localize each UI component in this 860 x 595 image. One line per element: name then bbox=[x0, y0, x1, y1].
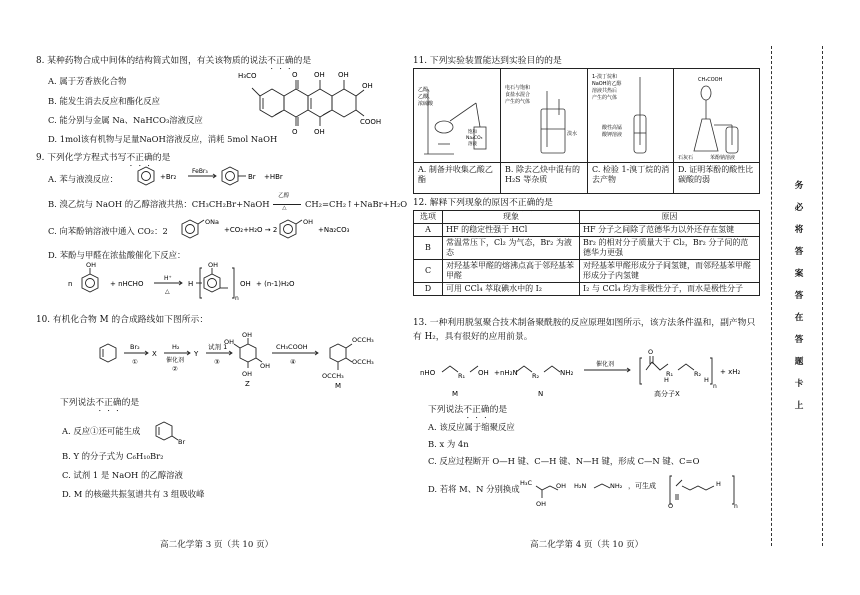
q8-oh-label-3: OH bbox=[314, 128, 325, 136]
q9-d-oh-2: OH bbox=[208, 262, 219, 269]
q13-d-tail: ，可生成 bbox=[628, 482, 656, 490]
q10-a-structure bbox=[150, 416, 196, 446]
q13-stem-line2: 有 H₂，具有很好的应用前景。 bbox=[413, 332, 533, 342]
table-row bbox=[414, 260, 760, 283]
footer-right: 高二化学第 4 页（共 10 页） bbox=[530, 540, 644, 550]
q13-xh2: + xH₂ bbox=[720, 368, 741, 376]
q11-stem: 11. 下列实验装置能达到实验目的的是 bbox=[413, 56, 562, 66]
q10-z-oh-3: OH bbox=[260, 362, 271, 370]
q9-a-hbr: +HBr bbox=[264, 173, 283, 181]
q11-b-l1: 食盐水混合 bbox=[505, 92, 531, 98]
q8-option-b: B. 能发生消去反应和酯化反应 bbox=[48, 96, 160, 106]
q11-a-l1: 乙酸、 bbox=[418, 94, 434, 100]
q13-n2: nH₂N bbox=[500, 369, 518, 377]
q11-a-l3: 饱和 bbox=[468, 130, 477, 135]
q9-option-d: D. 苯酚与甲醛在浓盐酸催化下反应： bbox=[48, 250, 186, 260]
q8-oh-label-4: OH bbox=[362, 82, 373, 90]
q9-c-oh: OH bbox=[303, 218, 314, 226]
q13-d-poly-n: n bbox=[734, 503, 738, 510]
q11-d-l0: CH₃COOH bbox=[698, 77, 723, 83]
q9-d-hcho: + nHCHO bbox=[110, 280, 144, 288]
q13-d-oh-2: OH bbox=[556, 482, 567, 490]
q13-sub: 下列说法不正确的是 bbox=[428, 405, 508, 415]
q11-a-l2: 浓硫酸 bbox=[418, 101, 434, 107]
q11-b-apparatus bbox=[501, 69, 587, 162]
q10-z: Z bbox=[245, 380, 250, 388]
q12-row-c-phenomenon: 对羟基苯甲醛的熔沸点高于邻羟基苯甲醛 bbox=[443, 260, 580, 283]
q13-option-c: C. 反应过程断开 O—H 键、C—H 键、N—H 键，形成 C—N 键、C=O bbox=[428, 456, 700, 466]
q9-option-a: A. 苯与液溴反应： bbox=[48, 174, 118, 184]
side-notice-char: 题 bbox=[794, 357, 804, 367]
q11-c-l4: 酸性高锰 bbox=[602, 125, 623, 131]
q13-nh2: NH₂ bbox=[560, 369, 574, 377]
q13-option-a: A. 该反应属于缩聚反应 bbox=[428, 422, 515, 432]
q9-c-equation bbox=[178, 216, 368, 242]
q11-d-l1: 石灰石 bbox=[678, 155, 694, 161]
table-row bbox=[414, 224, 760, 237]
q13-label-m: M bbox=[452, 390, 459, 398]
q10-option-b: B. Y 的分子式为 C₆H₁₀Br₂ bbox=[62, 451, 164, 461]
q8-structure bbox=[238, 66, 388, 154]
q12-row-d-reason: I₂ 与 CCl₄ 均为非极性分子，而水是极性分子 bbox=[580, 283, 760, 296]
q13-scheme bbox=[420, 346, 760, 406]
cut-line-left bbox=[771, 46, 772, 546]
q12-row-a-option: A bbox=[414, 224, 443, 237]
q10-m-occh3-3: OCCH₃ bbox=[322, 372, 344, 380]
q9-d-end: + (n-1)H₂O bbox=[256, 280, 295, 288]
q11-c-apparatus bbox=[588, 69, 674, 162]
q13-r2: R₂ bbox=[532, 372, 540, 380]
q9-d-h: H bbox=[188, 280, 194, 288]
q9-a-br2: +Br₂ bbox=[160, 173, 177, 181]
side-notice bbox=[791, 175, 807, 417]
q12-row-b-reason: Br₂ 的相对分子质量大于 Cl₂，Br₂ 分子间的范德华力更强 bbox=[580, 237, 760, 260]
q10-m-occh3-1: OCCH₃ bbox=[352, 336, 374, 344]
q13-label-polymer: 高分子X bbox=[654, 390, 680, 398]
side-notice-char: 答 bbox=[794, 335, 804, 345]
side-notice-char: 卡 bbox=[794, 379, 804, 389]
q12-row-d-option: D bbox=[414, 283, 443, 296]
q11-a-l0: 乙醇、 bbox=[418, 87, 434, 93]
q13-stem-line1: 13. 一种利用脱氢聚合技术制备聚酰胺的反应原理如图所示，该方法条件温和，副产物只 bbox=[413, 318, 756, 328]
q10-z-oh-1: OH bbox=[242, 331, 253, 339]
q13-n1: nHO bbox=[420, 369, 436, 377]
q10-br2: Br₂ bbox=[130, 343, 140, 351]
q11-b-caption: B. 除去乙炔中混有的H₂S 等杂质 bbox=[505, 165, 580, 185]
table-row bbox=[414, 237, 760, 260]
q11-a-caption: A. 制备并收集乙酸乙酯 bbox=[418, 165, 493, 185]
q8-stem: 8. 某种药物合成中间体的结构简式如图，有关该物质的说法不正确的是 bbox=[36, 56, 312, 66]
q11-d-apparatus bbox=[674, 69, 759, 162]
side-notice-char: 答 bbox=[794, 247, 804, 257]
q9-option-c: C. 向苯酚钠溶液中通入 CO₂：2 bbox=[48, 226, 168, 236]
q10-step3: ③ bbox=[214, 358, 220, 366]
q10-scheme bbox=[90, 330, 400, 392]
q10-a-br: Br bbox=[178, 438, 186, 446]
q11-a-l5: 溶液 bbox=[468, 142, 477, 147]
q10-step4: ④ bbox=[290, 358, 296, 366]
q9-d-equation bbox=[62, 262, 312, 302]
q9-a-cat: FeBr₃ bbox=[192, 168, 208, 175]
q10-sub: 下列说法不正确的是 bbox=[60, 398, 140, 408]
q12-header-reason: 原因 bbox=[580, 211, 760, 224]
q11-c-l3: 产生的气体 bbox=[592, 95, 618, 101]
q10-stem: 10. 有机化合物 M 的合成路线如下图所示： bbox=[36, 315, 209, 325]
q11-c-l0: 1-溴丁烷和 bbox=[592, 74, 617, 80]
q12-row-c-option: C bbox=[414, 260, 443, 283]
q11-b-l2: 产生的气体 bbox=[505, 99, 531, 105]
q9-d-cond1: H⁺ bbox=[164, 275, 172, 282]
q13-d-poly-h: H bbox=[716, 480, 721, 488]
q9-d-oh-1: OH bbox=[86, 262, 97, 269]
q8-o-bottom-label: O bbox=[292, 128, 298, 136]
q12-header-phenomenon: 现象 bbox=[443, 211, 580, 224]
q9-b-cond2: △ bbox=[282, 205, 287, 211]
footer-left: 高二化学第 3 页（共 10 页） bbox=[160, 540, 274, 550]
q8-option-c: C. 能分别与金属 Na、NaHCO₃溶液反应 bbox=[48, 115, 203, 125]
q9-b-cond1: 乙醇 bbox=[278, 193, 290, 199]
q11-b-l3: 溴水 bbox=[567, 131, 578, 137]
q9-d-oh-3: OH bbox=[240, 280, 251, 288]
side-notice-char: 在 bbox=[794, 313, 804, 323]
q11-d-caption: D. 证明苯酚的酸性比碳酸的弱 bbox=[678, 165, 754, 185]
q10-ch3cooh: CH₃COOH bbox=[276, 343, 308, 351]
q13-d-h3c: H₃C bbox=[520, 479, 533, 487]
q13-d-nh2: NH₂ bbox=[610, 482, 623, 490]
q9-d-cond2: △ bbox=[165, 288, 170, 295]
q13-d-o: O bbox=[668, 502, 674, 510]
q12-header-option: 选项 bbox=[414, 211, 443, 224]
q13-poly-h2: H bbox=[704, 376, 709, 384]
side-notice-char: 答 bbox=[794, 291, 804, 301]
q10-step1: ① bbox=[132, 358, 138, 366]
q11-c-l2: 溶液共热后 bbox=[592, 88, 618, 94]
q13-d-h2n: H₂N bbox=[574, 482, 587, 490]
side-notice-char: 必 bbox=[794, 203, 804, 213]
side-notice-char: 上 bbox=[794, 401, 804, 411]
q10-h2: H₂ bbox=[172, 343, 180, 351]
q8-cooh-label: COOH bbox=[360, 118, 382, 126]
q12-row-a-phenomenon: HF 的稳定性强于 HCl bbox=[443, 224, 580, 237]
q12-row-b-option: B bbox=[414, 237, 443, 260]
q12-row-d-phenomenon: 可用 CCl₄ 萃取碘水中的 I₂ bbox=[443, 283, 580, 296]
q13-poly-n: n bbox=[713, 383, 717, 390]
q13-oh: OH bbox=[478, 369, 489, 377]
q10-z-oh-2: OH bbox=[224, 338, 235, 346]
q8-oh-label-2: OH bbox=[338, 71, 349, 79]
q11-a-apparatus bbox=[414, 69, 500, 162]
q12-stem: 12. 解释下列现象的原因不正确的是 bbox=[413, 198, 553, 208]
q10-x: X bbox=[152, 350, 157, 358]
q10-m-occh3-2: OCCH₃ bbox=[352, 358, 374, 366]
q11-a-l4: Na₂CO₃ bbox=[466, 136, 483, 141]
q9-stem: 9. 下列化学方程式书写不正确的是 bbox=[36, 153, 171, 163]
q11-c-l1: NaOH的乙醇 bbox=[592, 81, 622, 87]
q9-a-br: Br bbox=[248, 173, 256, 181]
q13-plus: + bbox=[494, 369, 500, 377]
side-notice-char: 将 bbox=[794, 225, 804, 235]
q10-cat: 催化剂 bbox=[166, 357, 185, 364]
q13-o: O bbox=[648, 348, 654, 356]
q8-option-d: D. 1mol该有机物与足量NaOH溶液反应，消耗 5mol NaOH bbox=[48, 134, 278, 144]
q9-option-b: B. 溴乙烷与 NaOH 的乙醇溶液共热：CH₃CH₂Br+NaOH 乙醇 △ CH₂=CH₂↑+NaBr+H₂O bbox=[48, 193, 408, 211]
q9-d-sub-n: n bbox=[235, 295, 239, 302]
q10-option-c: C. 试剂 1 是 NaOH 的乙醇溶液 bbox=[62, 470, 183, 480]
q9-a-equation bbox=[130, 164, 290, 190]
side-notice-char: 务 bbox=[794, 181, 804, 191]
q9-c-mid: +CO₂+H₂O → 2 bbox=[224, 226, 278, 234]
q13-cat: 催化剂 bbox=[596, 361, 615, 368]
q13-option-d: D. 若将 M、N 分别换成 bbox=[428, 484, 520, 494]
q12-row-c-reason: 对羟基苯甲醛形成分子间氢键，而邻羟基苯甲醛形成分子内氢键 bbox=[580, 260, 760, 283]
q8-h3co-label: H₃CO bbox=[238, 72, 257, 80]
q13-d-structures bbox=[520, 472, 760, 512]
q13-poly-r1: R₁ bbox=[666, 370, 674, 378]
side-notice-char: 案 bbox=[794, 269, 804, 279]
q8-oh-label-1: OH bbox=[314, 71, 325, 79]
q8-o-top-label: O bbox=[292, 71, 298, 79]
table-row bbox=[414, 283, 760, 296]
q10-option-a: A. 反应①还可能生成 bbox=[62, 426, 141, 436]
q10-step2: ② bbox=[172, 365, 178, 373]
q13-poly-r2: R₂ bbox=[694, 370, 702, 378]
q13-option-b: B. x 为 4n bbox=[428, 439, 469, 449]
q9-c-end: +Na₂CO₃ bbox=[318, 226, 350, 234]
q10-option-d: D. M 的核磁共振氢谱共有 3 组吸收峰 bbox=[62, 489, 205, 499]
q11-c-caption: C. 检验 1-溴丁烷的消去产物 bbox=[592, 165, 670, 185]
q13-label-n: N bbox=[538, 390, 544, 398]
q10-reag: 试剂 1 bbox=[208, 343, 228, 351]
q12-table bbox=[413, 210, 760, 296]
q10-y: Y bbox=[194, 350, 199, 358]
q13-d-oh: OH bbox=[536, 500, 547, 508]
q13-poly-h1: H bbox=[664, 376, 669, 384]
q8-option-a: A. 属于芳香族化合物 bbox=[48, 76, 127, 86]
q12-row-a-reason: HF 分子之间除了范德华力以外还存在氢键 bbox=[580, 224, 760, 237]
q9-c-ona: ONa bbox=[205, 218, 219, 226]
q10-m: M bbox=[335, 382, 342, 390]
q9-d-n: n bbox=[68, 280, 73, 288]
q12-row-b-phenomenon: 常温常压下，Cl₂ 为气态，Br₂ 为液态 bbox=[443, 237, 580, 260]
table-header-row bbox=[414, 211, 760, 224]
q11-d-l2: 苯酚钠溶液 bbox=[710, 155, 736, 161]
q13-r1: R₁ bbox=[458, 372, 466, 380]
q11-figure-grid bbox=[413, 68, 760, 194]
q11-c-l5: 酸钾溶液 bbox=[602, 132, 623, 138]
q10-z-oh-4: OH bbox=[242, 370, 253, 378]
cut-line-right bbox=[822, 46, 823, 546]
q11-b-l0: 电石与饱和 bbox=[505, 85, 531, 91]
